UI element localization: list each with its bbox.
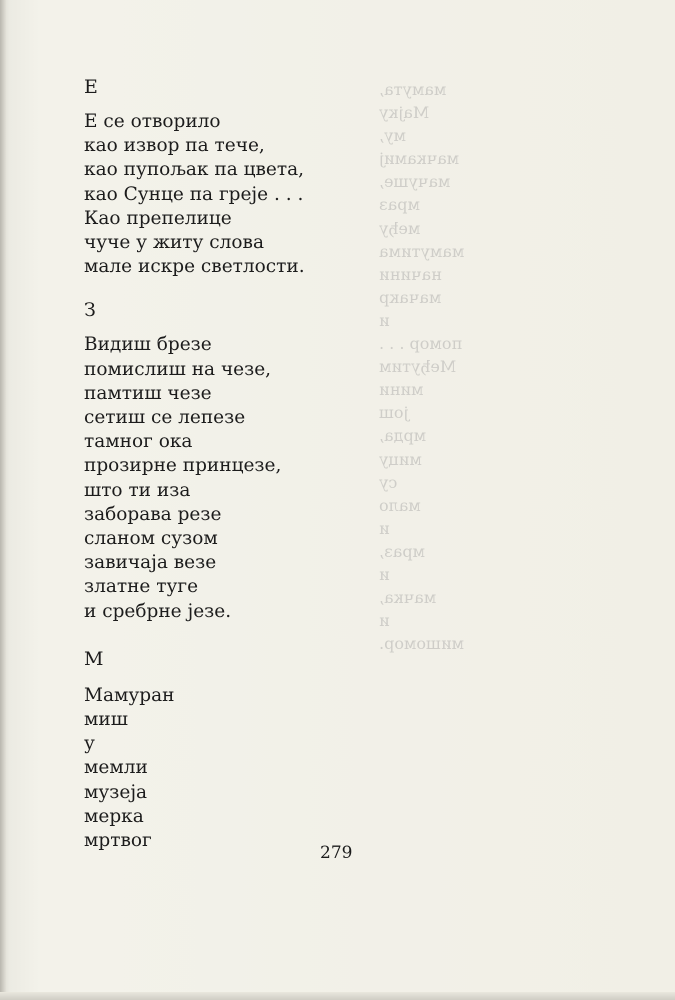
poem-line: мерка: [84, 805, 144, 827]
poem-line: чуче у житу слова: [84, 232, 264, 254]
poem-line: као извор па тече,: [84, 135, 265, 157]
poem-line: као Сунце па греје . . .: [84, 183, 304, 205]
poem-line: помислиш на чезе,: [84, 358, 272, 380]
poem-line: Видиш брезе: [84, 334, 212, 356]
poem-line: сетиш се лепезе: [84, 407, 246, 429]
poem-line: заборава резе: [84, 503, 222, 525]
book-spine-shadow: [0, 0, 6, 1000]
poem-column: [84, 74, 384, 853]
poem-line: Мамуран: [84, 684, 175, 706]
poem-line: мртвог: [84, 830, 152, 852]
section-letter: Е: [84, 76, 98, 98]
page-bottom-edge: [0, 992, 675, 1000]
section-letter: М: [84, 647, 104, 670]
poem-line: миш: [84, 709, 128, 731]
poem-line: Е се отворило: [84, 111, 221, 132]
poem-line: што ти иза: [84, 479, 191, 501]
poem-line: као пупољак па цвета,: [84, 159, 305, 181]
section-e: [84, 74, 384, 279]
show-through-text: мамута, Мајку му, мачкамиј мачуше, мраз међу мамутима начини мачакр и помор . . . Међутим мини још мрда, мицу су мало и мраз, и мачка, и мишомор.: [379, 80, 465, 654]
poem-line: тамног ока: [84, 431, 193, 453]
poem-line: и сребрне језе.: [84, 600, 232, 622]
poem-line: златне туге: [84, 576, 199, 598]
section-m: [84, 646, 384, 853]
section-z: [84, 297, 384, 623]
poem-line: мале искре светлости.: [84, 256, 305, 278]
poem-line: сланом сузом: [84, 528, 218, 550]
section-letter: З: [84, 299, 96, 322]
poem-line: завичаја везе: [84, 552, 217, 574]
page-number: 279: [320, 843, 353, 863]
poem-line: у: [84, 733, 95, 755]
poem-line: музеја: [84, 781, 148, 803]
poem-line: Као препелице: [84, 207, 232, 229]
poem-line: мемли: [84, 757, 148, 779]
poem-line: прозирне принцезе,: [84, 455, 282, 477]
poem-line: памтиш чезе: [84, 382, 212, 404]
